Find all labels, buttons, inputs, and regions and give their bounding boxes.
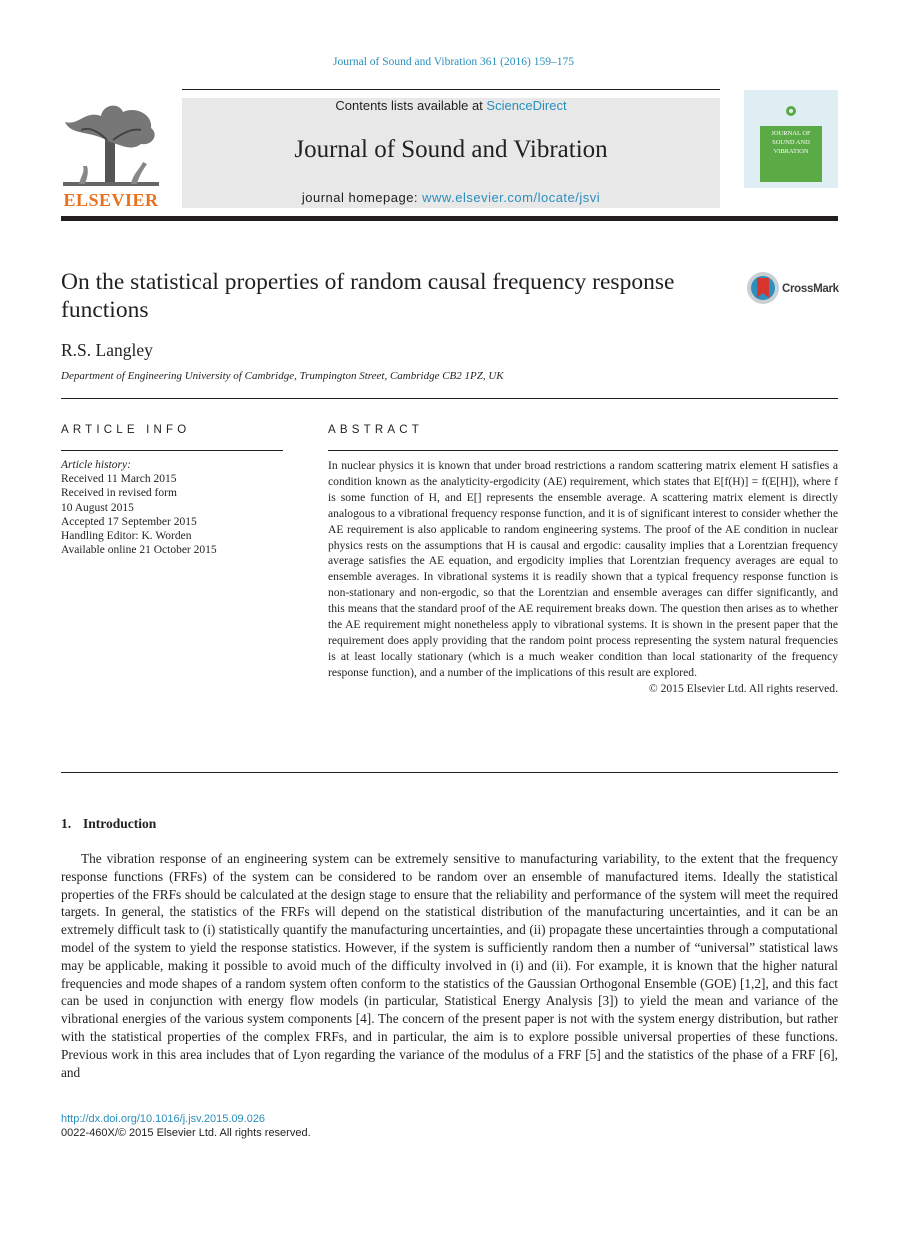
- history-item: Handling Editor: K. Worden: [61, 530, 192, 543]
- abstract-copyright: © 2015 Elsevier Ltd. All rights reserved.: [648, 681, 838, 695]
- article-info-heading: ARTICLE INFO: [61, 424, 191, 436]
- homepage-line: [182, 190, 720, 205]
- journal-citation[interactable]: Journal of Sound and Vibration 361 (2016) 159–175: [333, 56, 574, 68]
- tree-icon: [61, 100, 161, 188]
- introduction-body: [61, 850, 838, 1081]
- abstract-heading: ABSTRACT: [328, 424, 423, 436]
- contents-line: [182, 98, 720, 113]
- abstract-rule: [328, 450, 838, 451]
- doi-link[interactable]: http://dx.doi.org/10.1016/j.jsv.2015.09.026: [61, 1113, 266, 1125]
- article-title: On the statistical properties of random causal frequency response functions: [61, 269, 675, 323]
- history-item: Available online 21 October 2015: [61, 544, 217, 557]
- article-history: [61, 458, 283, 557]
- history-item: Received 11 March 2015: [61, 473, 177, 486]
- header-rule: [61, 216, 838, 221]
- introduction-paragraph: The vibration response of an engineering system can be extremely sensitive to manufacturing variability, to the extent that the frequency response functions (FRFs) of the system can be considered to be random over an ensemble of manufactured items. Ideally the statistical properties of the FRFs should be calculated at the design stage to ensure that the reliability and performance of the system will meet the required targets. In general, the statistics of the FRFs will depend on the statistical distribution of the manufacturing uncertainties, and it can be an extremely difficult task to (i) statistically quantify the manufacturing uncertainties, and (ii) propagate these uncertainties through a computational model of the system to yield the response statistics. However, if the system is sufficiently random then a number of “universal” statistical laws may be applicable, making it possible to avoid much of the difficulty involved in (i) and (ii). For example, it is known that the higher natural frequencies and mode shapes of a random system often conform to the statistics of the Gaussian Orthogonal Ensemble (GOE) [1,2], and this fact can be used in conjunction with energy flow models (in particular, Statistical Energy Analysis [3]) to yield the mean and variance of the vibrational energies of the various system components [4]. The concern of the present paper is not with the system energy distribution, but rather with the statistical properties of the complex FRFs, and in particular, the aim is to explore possible universal properties of these functions. Previous work in this area includes that of Lyon regarding the variance of the modulus of a FRF [5] and the statistics of the phase of a FRF [6], and: [61, 851, 838, 1080]
- crossmark-badge[interactable]: [746, 271, 846, 311]
- contents-prefix: Contents lists available at: [335, 98, 487, 113]
- section-divider: [61, 398, 838, 399]
- masthead: [182, 98, 720, 208]
- abstract: [328, 458, 838, 697]
- history-title: Article history:: [61, 459, 131, 471]
- article-info-rule: [61, 450, 283, 451]
- author-name[interactable]: R.S. Langley: [61, 340, 153, 360]
- section-title: Introduction: [83, 816, 157, 831]
- cover-emblem-icon: [784, 104, 798, 118]
- history-item: Accepted 17 September 2015: [61, 515, 197, 528]
- issn-line: 0022-460X/© 2015 Elsevier Ltd. All rights reserved.: [61, 1127, 311, 1139]
- cover-title: JOURNAL OF SOUND AND VIBRATION: [760, 126, 822, 182]
- sciencedirect-link[interactable]: ScienceDirect: [486, 98, 567, 113]
- section-heading: [61, 816, 156, 832]
- homepage-link[interactable]: www.elsevier.com/locate/jsvi: [422, 190, 601, 205]
- history-item: 10 August 2015: [61, 501, 134, 514]
- homepage-prefix: journal homepage:: [301, 190, 423, 205]
- cover-stripe: [744, 188, 838, 208]
- masthead-top-rule: [182, 89, 720, 90]
- history-item: Received in revised form: [61, 487, 177, 500]
- elsevier-wordmark: ELSEVIER: [63, 190, 159, 210]
- abstract-end-rule: [61, 772, 838, 773]
- footer: [61, 1112, 311, 1140]
- journal-name: Journal of Sound and Vibration: [294, 136, 608, 163]
- section-number: 1.: [61, 816, 72, 831]
- journal-cover-image[interactable]: [744, 90, 838, 208]
- author-affiliation: Department of Engineering University of Cambridge, Trumpington Street, Cambridge CB2 1PZ, UK: [61, 370, 504, 382]
- abstract-text: In nuclear physics it is known that under broad restrictions a random scattering matrix element H satisfies a condition known as the analyticity-ergodicity (AE) requirement, which states that E[f(H)] = f(E[H]), where f is some function of H, and E[] represents the ensemble average. A scattering matrix element is directly analogous to a vibrational frequency response function, and it is of significant interest to consider whether the AE requirement is also applicable to random engineering systems. The proof of the AE condition in nuclear physics rests on the assumptions that H is causal and ergodic: causality implies that a Lorentzian frequency average satisfies the AE equation, and ergodicity implies that Lorentzian frequency averages are equal to ensemble averages. In vibrational systems it is readily shown that a typical frequency response function is non-stationary and non-ergodic, so that the Lorentzian and ensemble averages can differ significantly, and this means that the standard proof of the AE requirement breaks down. The question then arises as to whether the AE requirement might nonetheless apply to vibrational systems. It is shown in the present paper that the requirement does apply providing that the random point process representing the system natural frequencies is at least locally stationary (which is a much weaker condition than local stationarity of the frequency response function), and a number of the implications of this result are explored.: [328, 459, 838, 679]
- crossmark-label: CrossMark: [782, 283, 839, 295]
- crossmark-icon: [746, 271, 780, 305]
